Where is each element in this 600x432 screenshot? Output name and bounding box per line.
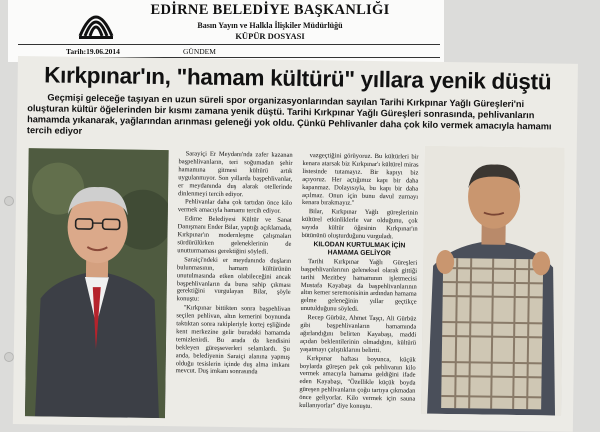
- file-label: KÜPÜR DOSYASI: [120, 31, 420, 41]
- article-column-1: [175, 150, 293, 422]
- article-lead: Geçmişi geleceğe taşıyan en uzun süreli spor organizasyonlarından sayılan Tarihi Kırkpınar Yağlı Güreşleri'ni oluşturan kültür öğelerinden bir kısmı zamana yenik düştü. Tarihi Kırkpınar Yağlı Güreşleri sonrasında, pehlivanların hamamda yıkanarak, yağlarından arınması geleneği yok oldu. Çünkü Pehlivanler daha çok kilo vermek amacıyla hamamı tercih ediyor: [27, 92, 568, 144]
- paragraph: Pehlivanlar daha çok tartıdan önce kilo vermek amacıyla hamamı tercih ediyor.: [178, 199, 292, 216]
- paragraph: "Kırkpınar bittikten sonra başpehlivan seçilen pehlivan, altın kemerini boynunda taktıktan sonra rakipleriyle kortej eşliğinde kent merkezine gelir buradaki hamamda temizlenirdi. Bu arada da kendisini bekleyen güreşseverleri selamlardı. Şu anda, belediyenin Saraiçi alanına yapmış olduğu tesislerin içinde duş alma imkanı mevcut. Duş imkanı sonrasında: [176, 304, 291, 377]
- newspaper-name: GÜNDEM: [183, 47, 216, 56]
- portrait-man-with-towel: [421, 146, 565, 416]
- header-rule-top: [18, 44, 440, 45]
- paragraph: Kırkpınar haftası boyunca, küçük boylarda güreşen pek çok pehlivanın kilo vermek amacıyla hamama geldiğini ifade eden Kayabaşı, "Özellikle küçük boyda güreşen pehlivanların çoğu tartıya çıkmadan önce geliyorlar. Kilo vermek için sauna kullanıyorlar" diye konuştu.: [299, 355, 416, 412]
- punch-hole: [4, 352, 14, 362]
- paragraph: Recep Gürbüz, Ahmet Taşçı, Ali Gürbüz gibi başpehlivanların hamamında ağırlandığını belirten Kayabaşı, maddi açıdan beklentilerinin olmadığını, kültürü yaşatmayı çalıştıklarını belirtti.: [300, 314, 417, 355]
- paragraph: Saraiçi'ndeki er meydanında duşların bulunmasının, hamam kültürünün unutulmasında etken olabileceğini ancak başpehlivanların da buna sahip çıkması gerektiğini vurgulayan Bilar, şöyle konuştu:: [177, 256, 292, 305]
- punch-hole: [4, 196, 14, 206]
- newspaper-clipping: [13, 56, 578, 432]
- org-title: EDİRNE BELEDİYE BAŞKANLIĞI: [120, 2, 420, 19]
- paragraph: Tarihi Kırkpınar Yağlı Güreşleri başpehlivanlarının geleneksel olarak gittiği tarihi Mezitbey hamamının işletmecisi Mustafa Kayabaşı da başpehlivanlarının altın kemer seremonisinin ardından hamama gelme geleneğinin yıllar geçtikçe unutulduğunu söyledi.: [300, 258, 417, 315]
- portrait-man-in-suit: [25, 148, 169, 418]
- paragraph: Edirne Belediyesi Kültür ve Sanat Danışmanı Ender Bilar, yaptığı açıklamada, Kırkpınar'ın modernleşme çalışmaları sürdürülürken geleneklerinin de unutturmaması gerektiğini söyledi.: [177, 215, 292, 256]
- article-column-2: [299, 152, 419, 424]
- paragraph: Sarayiçi Er Meydanı'nda zafer kazanan başpehlivanların, teri soğumadan şehir hamamına gitmesi kültürü artık uygulanmıyor. Son yıllarda başpehlivanlar, er meydanında duş alarak otellerinde dinlenmeyi tercih ediyor.: [178, 150, 293, 199]
- photo-mustafa-kayabasi: [421, 146, 565, 416]
- paragraph: Bilar, Kırkpınar Yağlı güreşlerinin kültürel etkinliklerle var olduğunu, çok sayıda kültür öğesinin Kırkpınar'ın bütününü oluşturduğunu vurguladı.: [301, 208, 417, 241]
- clipping-date: Tarih:19.06.2014: [66, 47, 120, 56]
- clipping-header: [8, 0, 444, 62]
- department-name: Basın Yayın ve Halkla İlişkiler Müdürlüğü: [120, 21, 420, 30]
- photo-ender-bilar: [25, 148, 169, 418]
- municipality-logo: [76, 2, 116, 42]
- section-heading: KILODAN KURTULMAK İÇİN HAMAMA GELİYOR: [301, 241, 417, 258]
- paragraph: vazgeçtiğini görüyoruz. Bu kültürleri bir kenara atarsak biz Kırkpınar'ı kültürel miras listesinde tutamayız. Bir kapıyı biz açıyoruz. Her açtığımız kapı bir daha kapanmaz. Dolayısıyla, bu kapı bir daha açılmaz. Onun için bunu davul zurnayı kenara bırakmayız.": [302, 152, 419, 209]
- article-headline: Kırkpınar'ın, "hamam kültürü" yıllara yenik düştü: [24, 62, 572, 96]
